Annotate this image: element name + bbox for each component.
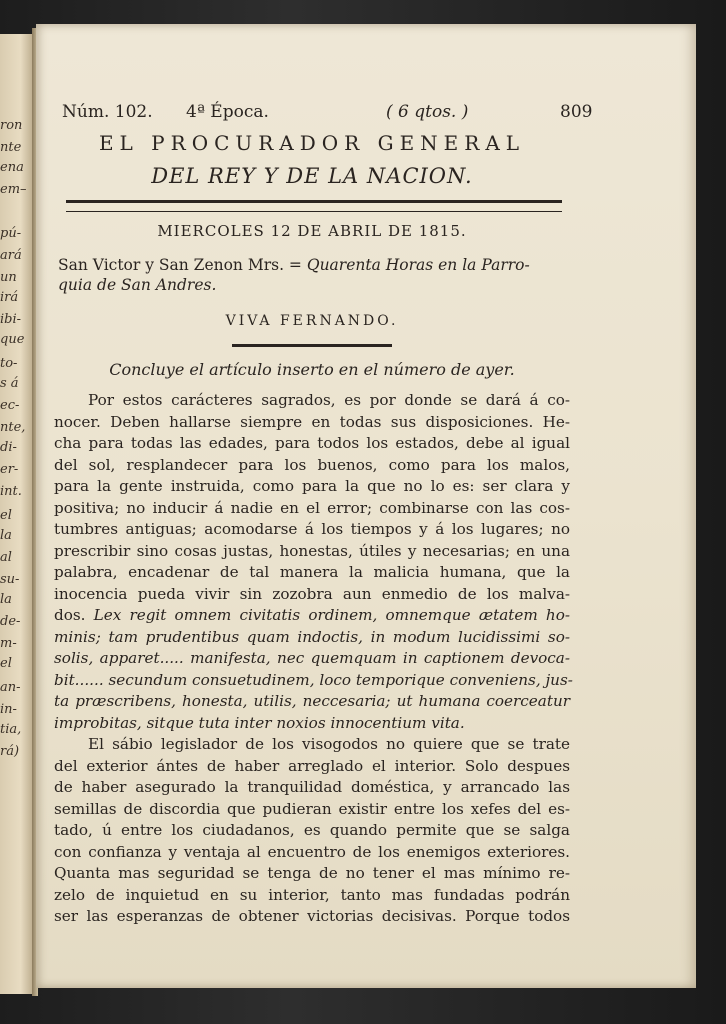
body-line <box>54 691 570 712</box>
journal-subtitle: DEL REY Y DE LA NACION. <box>151 164 473 188</box>
facing-page-fragment: em– <box>0 182 27 197</box>
body-line: Por estos carácteres sagrados, es por donde se dará á co- <box>88 391 570 409</box>
body-line: zelo de inquietud en su interior, tanto mas fundadas podrán <box>54 885 570 904</box>
forty-hours-text: Quarenta Horas en la Parro- <box>306 256 530 274</box>
facing-page-fragment: el <box>0 656 12 671</box>
facing-page-fragment: ena <box>0 160 24 175</box>
saints-line <box>58 256 568 274</box>
issue-number: Núm. 102. <box>62 102 153 122</box>
facing-page-edge <box>0 34 34 994</box>
facing-page-fragment: di- <box>0 440 17 455</box>
body-line <box>54 605 570 626</box>
facing-page-fragment: que <box>0 332 25 347</box>
facing-page-fragment: al <box>0 550 12 565</box>
facing-page-fragment: m- <box>0 636 17 651</box>
facing-page-fragment: nte, <box>0 420 26 435</box>
body-line: prescribir sino cosas justas, honestas, útiles y necesarias; en una <box>54 541 570 560</box>
body-line <box>54 670 573 691</box>
journal-title: EL PROCURADOR GENERAL <box>98 131 526 155</box>
body-line: El sábio legislador de los visogodos no quiere que se trate <box>88 735 570 753</box>
body-line: ser las esperanzas de obtener victorias decisivas. Porque todos <box>54 907 570 925</box>
body-line: tado, ú entre los ciudadanos, es quando permite que se salga <box>54 821 570 839</box>
body-line: cha para todas las edades, para todos los estados, debe al igual <box>54 434 570 452</box>
facing-page-fragment: rá) <box>0 744 20 759</box>
facing-page-fragment: ec- <box>0 398 20 413</box>
facing-page-fragment: un <box>0 270 17 285</box>
body-line: semillas de discordia que pudieran existir entre los xefes del es- <box>54 799 570 818</box>
facing-page-fragment: an- <box>0 680 21 695</box>
facing-page-fragment: int. <box>0 484 22 499</box>
body-line: para la gente instruida, como para la que no lo es: ser clara y <box>54 477 570 495</box>
facing-page-fragment: nte <box>0 140 22 155</box>
newspaper-page <box>36 24 696 988</box>
facing-page-fragment: tia, <box>0 722 22 737</box>
facing-page-fragment: ará <box>0 248 22 263</box>
body-line: tumbres antiguas; acomodarse á los tiempos y á los lugares; no <box>54 520 570 538</box>
motto: VIVA FERNANDO. <box>225 313 399 329</box>
body-line: del exterior ántes de haber arreglado el interior. Solo despues <box>54 756 570 775</box>
body-line: Quanta mas seguridad se tenga de no tener el mas mínimo re- <box>54 864 570 882</box>
title-rule <box>66 200 562 212</box>
body-line <box>54 713 570 734</box>
body-text-span: dos. <box>54 606 94 624</box>
body-line: de haber asegurado la tranquilidad doméstica, y arrancado las <box>54 778 570 796</box>
page-number: 809 <box>560 102 593 122</box>
body-line <box>54 648 570 669</box>
latin-quote: Lex regit omnem civitatis ordinem, omnemque ætatem ho- <box>93 606 570 624</box>
facing-page-fragment: su- <box>0 572 20 587</box>
saints-text: San Victor y San Zenon Mrs. = <box>58 256 307 274</box>
latin-quote: minis; tam prudentibus quam indoctis, in modum lucidissimi so- <box>54 627 570 646</box>
body-line: positiva; no inducir á nadie en el error; combinarse con las cos- <box>54 498 570 517</box>
issue-date: MIERCOLES 12 DE ABRIL DE 1815. <box>157 222 467 240</box>
facing-page-fragment: de- <box>0 614 21 629</box>
facing-page-fragment: to- <box>0 356 18 371</box>
facing-page-fragment: el <box>0 508 12 523</box>
facing-page-fragment: irá <box>0 290 19 305</box>
epoch-label: 4ª Época. <box>186 102 269 122</box>
latin-quote: improbitas, sitque tuta inter noxios innocentium vita. <box>54 713 465 732</box>
body-line: inocencia pueda vivir sin zozobra aun enmedio de los malva- <box>54 584 570 603</box>
saints-line-continued: quia de San Andres. <box>58 276 217 294</box>
facing-page-fragment: la <box>0 528 12 543</box>
quarto-note: ( 6 qtos. ) <box>386 102 469 122</box>
latin-quote: solis, apparet..... manifesta, nec quemquam in captionem devoca- <box>54 649 570 667</box>
facing-page-fragment: ron <box>0 118 23 133</box>
facing-page-fragment: pú- <box>0 226 22 241</box>
latin-quote: ta præscribens, honesta, utilis, neccesaria; ut humana coerceatur <box>54 692 570 710</box>
facing-page-fragment: la <box>0 592 12 607</box>
latin-quote: bit...... secundum consuetudinem, loco temporique conveniens, jus- <box>54 670 573 689</box>
body-line: del sol, resplandecer para los buenos, como para los malos, <box>54 455 570 474</box>
body-line: palabra, encadenar de tal manera la malicia humana, que la <box>54 563 570 581</box>
body-line: con confianza y ventaja al encuentro de los enemigos exteriores. <box>54 842 570 861</box>
section-rule <box>232 344 392 347</box>
facing-page-fragment: in- <box>0 702 17 717</box>
facing-page-fragment: s á <box>0 376 19 391</box>
body-line <box>54 627 570 648</box>
facing-page-fragment: er- <box>0 462 19 477</box>
article-heading: Concluye el artículo inserto en el número de ayer. <box>109 360 515 379</box>
facing-page-fragment: ibi- <box>0 312 22 327</box>
body-line: nocer. Deben hallarse siempre en todas sus disposiciones. He- <box>54 412 570 431</box>
